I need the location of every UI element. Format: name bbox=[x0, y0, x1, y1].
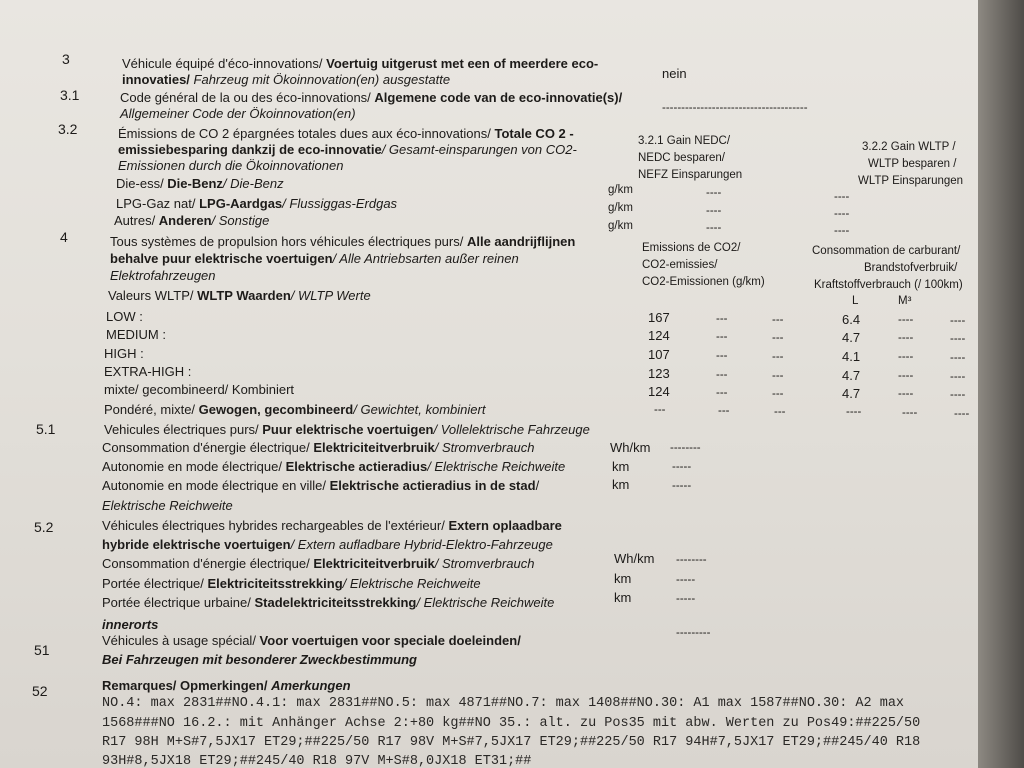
co2-value: --- bbox=[772, 332, 784, 344]
co2-value: 123 bbox=[648, 366, 670, 381]
remarks-line: 93H#8,5JX18 ET29;##245/40 R18 97V M+S#8,0JX18 ET31;## bbox=[102, 754, 532, 768]
wltp-value: ---- bbox=[834, 208, 850, 220]
nedc-header: 3.2.1 Gain NEDC/ bbox=[638, 135, 731, 147]
unit: g/km bbox=[608, 220, 633, 232]
nedc-header: NEFZ Einsparungen bbox=[638, 169, 743, 181]
fuel-value: ---- bbox=[950, 352, 966, 364]
special-purpose-value: --------- bbox=[676, 627, 711, 639]
hybrid-value: ----- bbox=[676, 593, 696, 605]
wltp-row-label: MEDIUM : bbox=[106, 327, 166, 342]
hybrid-row-label: Consommation d'énergie électrique/ Elektriciteitverbruik/ Stromverbrauch bbox=[102, 556, 535, 571]
wltp-row-label: HIGH : bbox=[104, 346, 144, 361]
co2-value: --- bbox=[772, 314, 784, 326]
weighted-row-label: Pondéré, mixte/ Gewogen, gecombineerd/ Gewichtet, kombiniert bbox=[104, 402, 486, 417]
unit: km bbox=[612, 477, 630, 492]
electric-value: -------- bbox=[670, 442, 701, 454]
co2-value: --- bbox=[716, 313, 728, 325]
section-3-2-line-2: emissiebesparing dankzij de eco-innovatie/ Gesamt-einsparungen von CO2- bbox=[118, 142, 577, 157]
electric-row-label: Consommation d'énergie électrique/ Elektriciteitverbruik/ Stromverbrauch bbox=[102, 440, 535, 455]
co2-value: --- bbox=[716, 369, 728, 381]
section-number: 51 bbox=[34, 642, 50, 658]
eco-innovation-value: nein bbox=[662, 66, 687, 81]
nedc-value: ---- bbox=[706, 187, 722, 199]
electric-row-label: Autonomie en mode électrique/ Elektrische actieradius/ Elektrische Reichweite bbox=[102, 459, 566, 474]
co2-value: --- bbox=[772, 388, 784, 400]
fuel-value: ---- bbox=[898, 370, 914, 382]
co2-header: CO2-emissies/ bbox=[642, 259, 718, 271]
unit-m3: M³ bbox=[898, 295, 912, 307]
co2-value: --- bbox=[716, 331, 728, 343]
section-3-1-line-1: Code général de la ou des éco-innovations/ Algemene code van de eco-innovatie(s)/ bbox=[120, 90, 623, 105]
section-number: 5.2 bbox=[34, 519, 54, 535]
wltp-header: 3.2.2 Gain WLTP / bbox=[862, 141, 956, 153]
wltp-row-label: mixte/ gecombineerd/ Kombiniert bbox=[104, 382, 295, 397]
co2-value: 167 bbox=[648, 310, 670, 325]
remarks-line: R17 98H M+S#7,5JX17 ET29;##225/50 R17 98V M+S#7,5JX17 ET29;##225/50 R17 94H#7,5JX17 ET29;##245/40 R18 bbox=[102, 735, 921, 750]
hybrid-value: -------- bbox=[676, 554, 707, 566]
fuel-value: ---- bbox=[898, 388, 914, 400]
unit: Wh/km bbox=[610, 440, 651, 455]
hybrid-value: ----- bbox=[676, 574, 696, 586]
fuel-value: ---- bbox=[950, 389, 966, 401]
weighted-value: ---- bbox=[846, 406, 862, 418]
section-number: 4 bbox=[60, 229, 68, 245]
electric-row-continuation: Elektrische Reichweite bbox=[102, 498, 233, 513]
wltp-row-label: LOW : bbox=[106, 309, 143, 324]
fuel-value: 4.7 bbox=[842, 368, 861, 383]
section-number: 5.1 bbox=[36, 421, 56, 437]
remarks-line: NO.4: max 2831##NO.4.1: max 2831##NO.5: max 4871##NO.7: max 1408##NO.30: A1 max 1587##NO.30: A2 max bbox=[102, 696, 905, 711]
section-4-line-2: behalve puur elektrische voertuigen/ Alle Antriebsarten außer reinen bbox=[110, 251, 519, 266]
section-3-line-1: Véhicule équipé d'éco-innovations/ Voertuig uitgerust met een of meerdere eco- bbox=[122, 56, 599, 71]
electric-row-label: Autonomie en mode électrique en ville/ Elektrische actieradius in de stad/ bbox=[102, 478, 540, 493]
fuel-value: ---- bbox=[950, 371, 966, 383]
co2-header: Emissions de CO2/ bbox=[642, 242, 741, 254]
weighted-value: --- bbox=[718, 405, 730, 417]
section-number: 52 bbox=[32, 683, 48, 699]
fuel-value: ---- bbox=[950, 315, 966, 327]
section-3-line-2: innovaties/ Fahrzeug mit Ökoinnovation(en) ausgestatte bbox=[122, 72, 451, 87]
remarks-line: 1568###NO 16.2.: mit Anhänger Achse 2:+80 kg##NO 35.: alt. zu Pos35 mit abw. Werten zu Pos49:##225/50 bbox=[102, 716, 921, 731]
section-3-2-line-1: Émissions de CO 2 épargnées totales dues aux éco-innovations/ Totale CO 2 - bbox=[118, 126, 574, 141]
unit: g/km bbox=[608, 184, 633, 196]
fuel-value: 4.7 bbox=[842, 330, 861, 345]
wltp-values-label: Valeurs WLTP/ WLTP Waarden/ WLTP Werte bbox=[108, 288, 371, 303]
section-number: 3 bbox=[62, 51, 70, 67]
co2-value: 107 bbox=[648, 347, 670, 362]
unit: km bbox=[614, 571, 632, 586]
section-5-2-line-1: Véhicules électriques hybrides rechargeables de l'extérieur/ Extern oplaadbare bbox=[102, 518, 562, 533]
fuel-row-label: LPG-Gaz nat/ LPG-Aardgas/ Flussiggas-Erdgas bbox=[116, 196, 398, 211]
co2-value: 124 bbox=[648, 384, 670, 399]
section-number: 3.1 bbox=[60, 87, 80, 103]
fuel-value: ---- bbox=[898, 314, 914, 326]
fuel-value: ---- bbox=[898, 351, 914, 363]
fuel-value: ---- bbox=[950, 333, 966, 345]
wltp-value: ---- bbox=[834, 191, 850, 203]
weighted-value: ---- bbox=[954, 408, 970, 420]
co2-value: --- bbox=[772, 351, 784, 363]
nedc-header: NEDC besparen/ bbox=[638, 152, 725, 164]
co2-header: CO2-Emissionen (g/km) bbox=[642, 276, 765, 288]
nedc-value: ---- bbox=[706, 222, 722, 234]
hybrid-row-continuation: innerorts bbox=[102, 617, 159, 632]
fuel-header: Brandstofverbruik/ bbox=[864, 262, 958, 274]
co2-value: --- bbox=[716, 387, 728, 399]
wltp-row-label: EXTRA-HIGH : bbox=[104, 364, 192, 379]
fuel-header: Consommation de carburant/ bbox=[812, 245, 961, 257]
wltp-value: ---- bbox=[834, 225, 850, 237]
fuel-value: ---- bbox=[898, 332, 914, 344]
fuel-value: 4.1 bbox=[842, 349, 861, 364]
fuel-value: 6.4 bbox=[842, 312, 861, 327]
electric-value: ----- bbox=[672, 480, 692, 492]
wltp-header: WLTP Einsparungen bbox=[858, 175, 964, 187]
fuel-row-label: Die-ess/ Die-Benz/ Die-Benz bbox=[116, 176, 284, 191]
section-5-1-line-1: Vehicules électriques purs/ Puur elektrische voertuigen/ Vollelektrische Fahrzeuge bbox=[104, 422, 590, 437]
eco-code-value: -------------------------------------- bbox=[662, 102, 808, 114]
remarks-heading: Remarques/ Opmerkingen/ Amerkungen bbox=[102, 678, 351, 693]
hybrid-row-label: Portée électrique urbaine/ Stadelektriciteitsstrekking/ Elektrische Reichweite bbox=[102, 595, 555, 610]
fuel-value: 4.7 bbox=[842, 386, 861, 401]
unit-litre: L bbox=[852, 295, 859, 307]
unit: g/km bbox=[608, 202, 633, 214]
unit: Wh/km bbox=[614, 551, 655, 566]
section-3-1-line-2: Allgemeiner Code der Ökoinnovation(en) bbox=[120, 106, 356, 121]
co2-value: --- bbox=[772, 370, 784, 382]
section-4-line-3: Elektrofahrzeugen bbox=[110, 268, 216, 283]
wltp-header: WLTP besparen / bbox=[868, 158, 957, 170]
weighted-value: ---- bbox=[902, 407, 918, 419]
co2-value: --- bbox=[716, 350, 728, 362]
weighted-value: --- bbox=[654, 404, 666, 416]
section-51-line-1: Véhicules à usage spécial/ Voor voertuigen voor speciale doeleinden/ bbox=[102, 633, 521, 648]
section-5-2-line-2: hybride elektrische voertuigen/ Extern aufladbare Hybrid-Elektro-Fahrzeuge bbox=[102, 537, 553, 552]
unit: km bbox=[612, 459, 630, 474]
fuel-header: Kraftstoffverbrauch (/ 100km) bbox=[814, 279, 963, 291]
unit: km bbox=[614, 590, 632, 605]
background-edge bbox=[978, 0, 1024, 768]
nedc-value: ---- bbox=[706, 205, 722, 217]
fuel-row-label: Autres/ Anderen/ Sonstige bbox=[114, 213, 270, 228]
section-number: 3.2 bbox=[58, 121, 78, 137]
section-51-line-2: Bei Fahrzeugen mit besonderer Zweckbestimmung bbox=[102, 652, 417, 667]
co2-value: 124 bbox=[648, 328, 670, 343]
hybrid-row-label: Portée électrique/ Elektriciteitsstrekking/ Elektrische Reichweite bbox=[102, 576, 481, 591]
weighted-value: --- bbox=[774, 406, 786, 418]
electric-value: ----- bbox=[672, 461, 692, 473]
section-3-2-line-3: Emissionen durch die Ökoinnovationen bbox=[118, 158, 344, 173]
section-4-line-1: Tous systèmes de propulsion hors véhicules électriques purs/ Alle aandrijflijnen bbox=[110, 234, 576, 249]
